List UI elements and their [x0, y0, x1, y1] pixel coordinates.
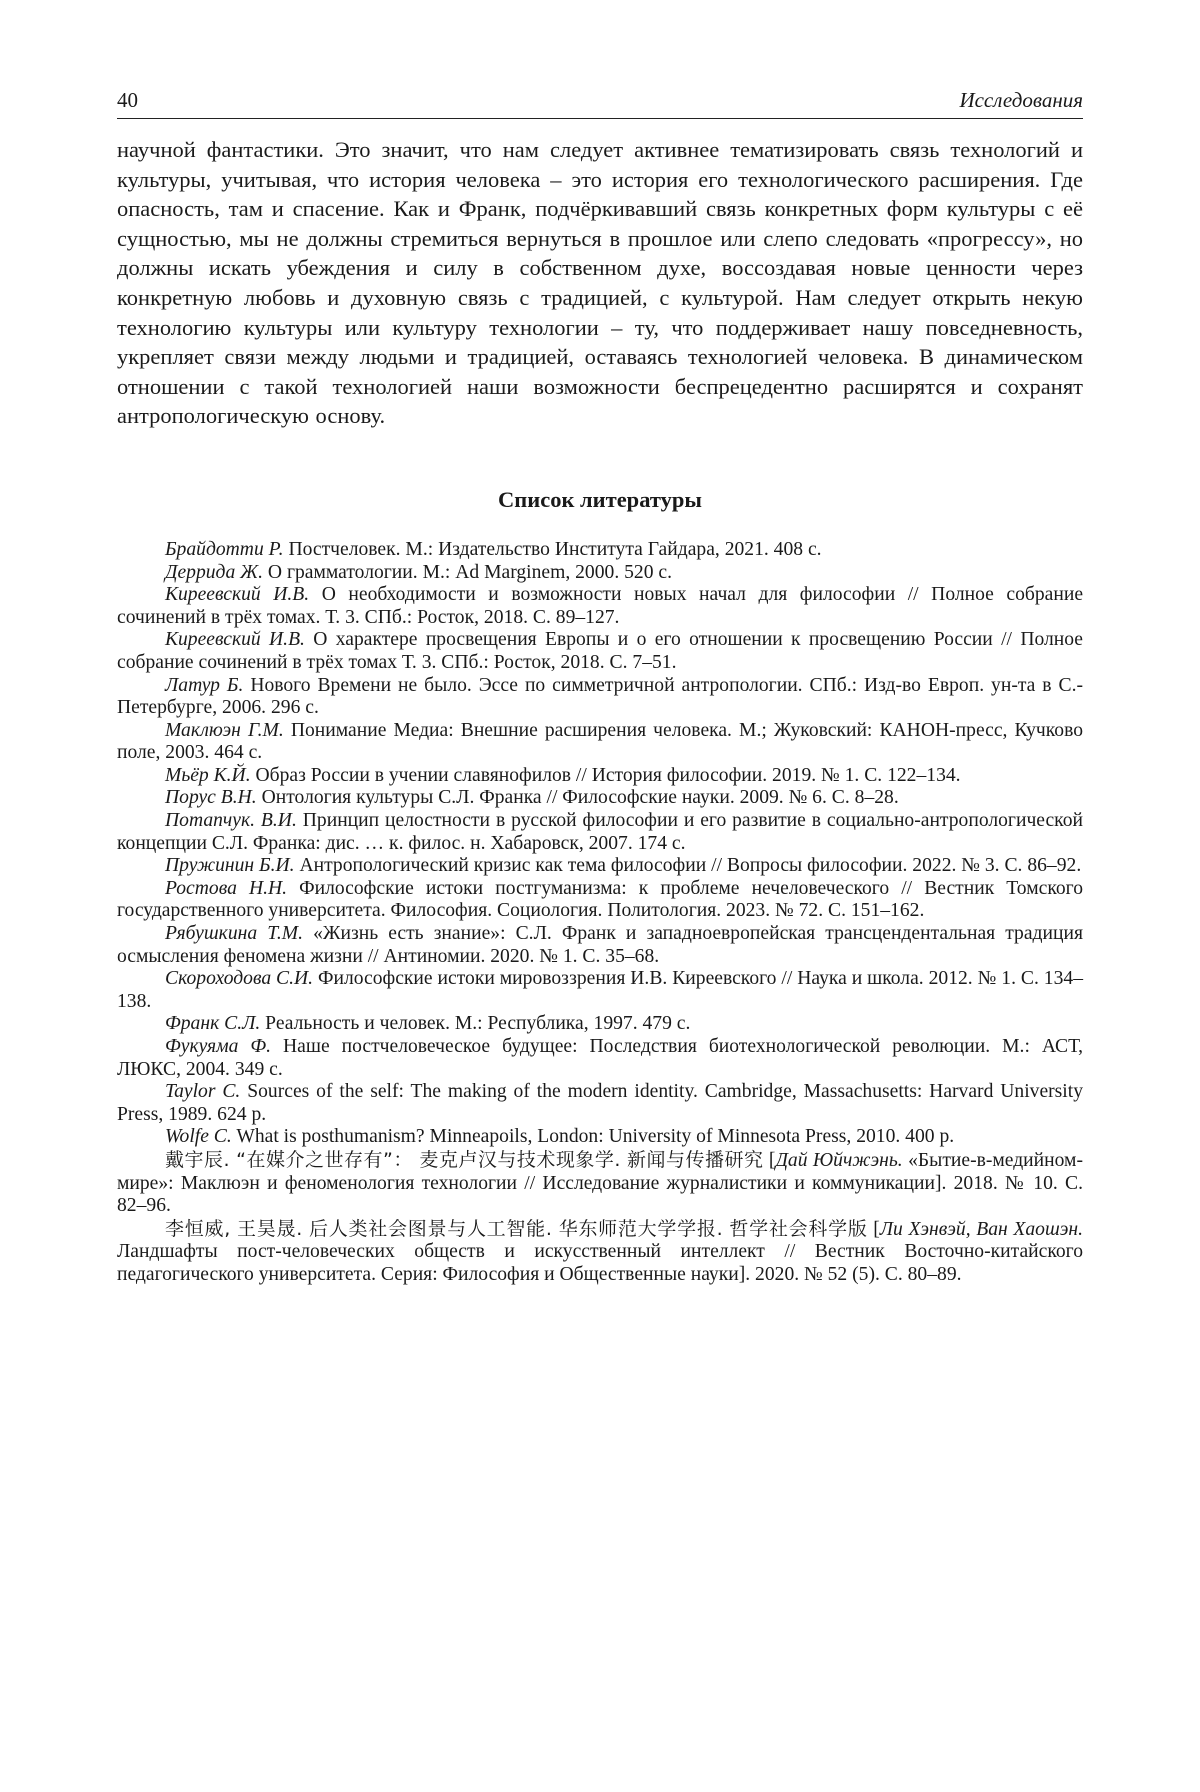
body-paragraph: научной фантастики. Это значит, что нам следует активнее тематизировать связь технологий и культуры, учитывая, что история человека – это история его технологического расширения. Где опасность, там и спасение. Как и Франк, подчёркивавший связь конкретных форм культуры с её сущностью, мы не должны стремиться вернуться в прошлое или слепо следовать «прогрессу», но должны искать убеждения и силу в собственном духе, воссоздавая новые ценности через конкретную любовь и духовную связь с традицией, с культурой. Нам следует открыть некую технологию культуры или культуру технологии – ту, что поддерживает нашу повседневность, укрепляет связи между людьми и традицией, оставаясь технологией человека. В динамическом отношении с такой технологией наши возможности беспрецедентно расширятся и сохранят антропологическую основу.: [117, 137, 1083, 429]
reference-author: Фукуяма Ф.: [165, 1036, 272, 1057]
reference-text: Понимание Медиа: Внешние расширения человека. М.; Жуковский: КАНОН-пресс, Кучково поле, 2003. 464 с.: [117, 719, 1083, 764]
reference-author: Мьёр К.Й.: [165, 764, 251, 786]
reference-item: [117, 810, 1083, 855]
reference-item: [117, 584, 1083, 629]
reference-author: Порус В.Н.: [165, 787, 257, 809]
reference-item: [117, 675, 1083, 720]
reference-text: О характере просвещения Европы и о его отношении к просвещению России // Полное собрание сочинений в трёх томах Т. 3. СПб.: Росток, 2018. С. 7–51.: [117, 629, 1084, 673]
reference-item: [117, 968, 1083, 1013]
reference-text: Sources of the self: The making of the modern identity. Cambridge, Massachusetts: Harvard University Press, 1989. 624 p.: [117, 1081, 1083, 1125]
section-title: Исследования: [959, 88, 1083, 112]
running-header: [117, 88, 1083, 119]
references-heading: Список литературы: [498, 486, 702, 512]
reference-text: Философские истоки постгуманизма: к проблеме нечеловеческого // Вестник Томского государственного университета. Философия. Социология. Политология. 2023. № 72. С. 151–162.: [117, 877, 1083, 922]
reference-item: [117, 787, 1083, 810]
reference-item: [117, 1126, 1083, 1149]
reference-text: «Жизнь есть знание»: С.Л. Франк и западноевропейская трансцендентальная традиция осмысления феномена жизни // Антиномии. 2020. № 1. С. 35–68.: [117, 923, 1083, 967]
reference-text: Образ России в учении славянофилов // История философии. 2019. № 1. С. 122–134.: [250, 764, 961, 786]
reference-item: [117, 923, 1083, 968]
reference-author: Taylor C.: [165, 1081, 241, 1103]
reference-author: Дай Юйчжэнь.: [775, 1149, 903, 1171]
reference-author: Киреевский И.В.: [165, 584, 310, 606]
document-page: [117, 88, 1083, 1287]
reference-original-title: 戴宇辰. “在媒介之世存有”： 麦克卢汉与技术现象学. 新闻与传播研究: [165, 1148, 764, 1171]
reference-author: Потапчук. В.И.: [165, 810, 297, 832]
reference-text: Ландшафты пост-человеческих обществ и искусственный интеллект // Вестник Восточно-китайского педагогического университета. Серия: Философия и Общественные науки]. 2020. № 52 (5). С. 80–89.: [117, 1241, 1083, 1285]
reference-item: [117, 1081, 1083, 1126]
reference-original-title: 李恒威, 王昊晟. 后人类社会图景与人工智能. 华东师范大学学报. 哲学社会科学版: [165, 1217, 868, 1240]
reference-author: Ли Хэнвэй, Ван Хаошэн.: [879, 1218, 1083, 1240]
reference-text: Принцип целостности в русской философии и его развитие в социально-антропологической концепции С.Л. Франка: дис. … к. филос. н. Хабаровск, 2007. 174 с.: [117, 810, 1083, 854]
references-list: [117, 539, 1083, 1287]
reference-item: [117, 629, 1083, 674]
reference-item: [117, 1036, 1083, 1081]
reference-author: Маклюэн Г.М.: [165, 719, 284, 741]
reference-author: Рябушкина Т.М.: [165, 923, 304, 945]
reference-author: Франк С.Л.: [165, 1013, 261, 1035]
reference-text: Нового Времени не было. Эссе по симметричной антропологии. СПб.: Изд-во Европ. ун-та в С.-Петербурге, 2006. 296 с.: [117, 674, 1083, 719]
reference-text: Философские истоки мировоззрения И.В. Киреевского // Наука и школа. 2012. № 1. С. 134–138.: [117, 968, 1083, 1012]
reference-text: Онтология культуры С.Л. Франка // Философские науки. 2009. № 6. С. 8–28.: [256, 787, 899, 809]
reference-item: [117, 1013, 1083, 1036]
reference-text: Антропологический кризис как тема философии // Вопросы философии. 2022. № 3. С. 86–92.: [294, 855, 1082, 877]
page-number: 40: [117, 88, 138, 112]
reference-text: What is posthumanism? Minneapoils, London: University of Minnesota Press, 2010. 400 p.: [231, 1126, 955, 1148]
reference-text: «Бытие-в-медийном-мире»: Маклюэн и феноменология технологии // Исследование журналистики и коммуникации]. 2018. № 10. С. 82–96.: [117, 1149, 1083, 1217]
reference-text: Постчеловек. М.: Издательство Института Гайдара, 2021. 408 с.: [283, 538, 822, 560]
reference-item: [117, 720, 1083, 765]
reference-text: О грамматологии. М.: Ad Marginem, 2000. 520 с.: [263, 561, 673, 583]
reference-author: Ростова Н.Н.: [165, 877, 288, 899]
reference-author: Брайдотти Р.: [165, 538, 284, 560]
reference-text: О необходимости и возможности новых начал для философии // Полное собрание сочинений в трёх томах. Т. 3. СПб.: Росток, 2018. С. 89–127.: [117, 584, 1084, 628]
reference-item: [117, 539, 1083, 562]
reference-author: Скороходова С.И.: [165, 968, 314, 990]
body-text: [117, 135, 1083, 431]
reference-author: Киреевский И.В.: [165, 629, 305, 651]
reference-author: Латур Б.: [165, 674, 244, 696]
reference-text: Реальность и человек. М.: Республика, 1997. 479 с.: [260, 1013, 691, 1035]
reference-item-cjk-2: 李恒威, 王昊晟. 后人类社会图景与人工智能. 华东师范大学学报. 哲学社会科学版 [Ли Хэнвэй, Ван Хаошэн. Ландшафты пост-человеческих обществ и искусственный интеллект // Вестник Восточно-китайского педагогического университета. Серия: Философия и Общественные науки]. 2020. № 52 (5). С. 80–89.: [117, 1217, 1083, 1285]
reference-item-cjk-1: 戴宇辰. “在媒介之世存有”： 麦克卢汉与技术现象学. 新闻与传播研究 [Дай Юйчжэнь. «Бытие-в-медийном-мире»: Маклюэн и феноменология технологии // Исследование журналистики и коммуникации]. 2018. № 10. С. 82–96.: [117, 1148, 1083, 1217]
reference-item: [117, 855, 1083, 878]
reference-author: Деррида Ж.: [165, 561, 264, 583]
reference-text: Наше постчеловеческое будущее: Последствия биотехнологической революции. М.: АСТ, ЛЮКС, 2004. 349 с.: [117, 1036, 1084, 1080]
reference-item: [117, 878, 1083, 923]
reference-author: Пружинин Б.И.: [165, 855, 295, 877]
reference-item: [117, 562, 1083, 585]
reference-author: Wolfe C.: [165, 1126, 232, 1148]
reference-item: [117, 765, 1083, 788]
